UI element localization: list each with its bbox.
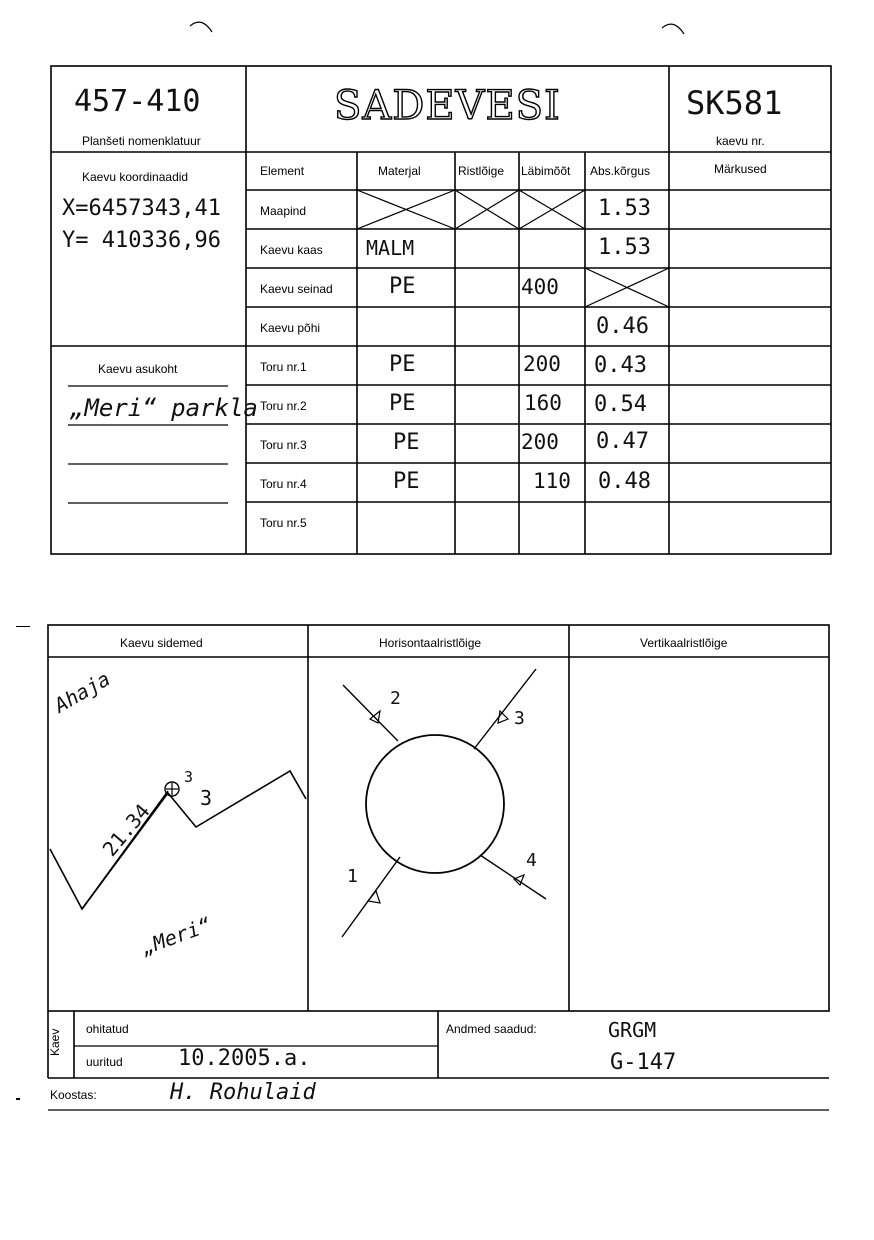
row-element: Toru nr.1 <box>260 360 307 374</box>
author-value: H. Rohulaid <box>170 1080 316 1105</box>
row-element: Toru nr.5 <box>260 516 307 530</box>
data-source-value-1: GRGM <box>608 1018 657 1042</box>
distance-label: 21.34 <box>97 799 155 861</box>
row-abs-height: 0.47 <box>596 429 649 454</box>
header-cross-section: Ristlõige <box>458 164 505 178</box>
header-abs-height: Abs.kõrgus <box>590 164 651 178</box>
nomenclature-value: 457-410 <box>74 84 201 119</box>
row-abs-height: 0.46 <box>596 314 649 339</box>
row-element: Kaevu põhi <box>260 321 321 335</box>
ties-sketch <box>48 657 308 1007</box>
coordinates-label: Kaevu koordinaadid <box>82 170 189 184</box>
header-notes: Märkused <box>714 162 767 176</box>
well-side-label: Kaev <box>48 1028 62 1056</box>
location-label: Kaevu asukoht <box>98 362 178 376</box>
scan-dash-mark <box>16 626 30 627</box>
author-label: Koostas: <box>50 1088 97 1102</box>
row-material: PE <box>393 469 420 494</box>
measured-value: 10.2005.a. <box>178 1046 311 1071</box>
row-abs-height: 0.54 <box>594 392 647 417</box>
pipe-label-4: 4 <box>526 850 537 871</box>
row-element: Kaevu seinad <box>260 282 333 296</box>
row-abs-height: 0.48 <box>598 469 651 494</box>
row-material: PE <box>389 391 416 416</box>
well-ref-label: 3 <box>184 768 194 786</box>
row-element: Toru nr.4 <box>260 477 307 491</box>
row-element: Maapind <box>260 204 307 218</box>
data-source-value-2: G-147 <box>610 1050 677 1075</box>
row-element: Toru nr.3 <box>260 438 307 452</box>
header-material: Materjal <box>378 164 421 178</box>
row-diameter: 110 <box>533 469 571 493</box>
horizontal-cross-section-sketch <box>308 657 568 1007</box>
well-ref-label-2: 3 <box>200 786 213 810</box>
row-diameter: 400 <box>521 275 559 299</box>
pipe-label-2: 2 <box>390 688 401 709</box>
well-number-label: kaevu nr. <box>716 134 765 148</box>
row-abs-height: 1.53 <box>598 196 651 221</box>
location-value: „Meri“ parkla <box>70 394 258 422</box>
nomenclature-label: Planšeti nomenklatuur <box>82 134 201 148</box>
row-diameter: 160 <box>524 391 562 415</box>
row-element: Toru nr.2 <box>260 399 307 413</box>
row-element: Kaevu kaas <box>260 243 323 257</box>
scan-dot-mark <box>16 1098 20 1100</box>
form-title: SADEVESI <box>334 83 561 129</box>
coordinate-x: X=6457343,41 <box>62 196 221 221</box>
data-source-label: Andmed saadud: <box>446 1022 537 1036</box>
checked-label: ohitatud <box>86 1022 129 1036</box>
header-diameter: Läbimõõt <box>521 164 571 178</box>
coordinate-y: Y= 410336,96 <box>62 228 221 253</box>
pipe-label-1: 1 <box>347 866 358 887</box>
row-diameter: 200 <box>521 430 559 454</box>
row-diameter: 200 <box>523 352 561 376</box>
vertical-section-title: Vertikaalristlõige <box>640 636 728 650</box>
header-element: Element <box>260 164 305 178</box>
well-number-value: SK581 <box>686 84 783 122</box>
ties-section-title: Kaevu sidemed <box>120 636 203 650</box>
row-material: MALM <box>366 236 415 260</box>
measured-label: uuritud <box>86 1055 123 1069</box>
horizontal-section-title: Horisontaalristlõige <box>379 636 482 650</box>
row-material: PE <box>393 430 420 455</box>
row-material: PE <box>389 274 416 299</box>
row-abs-height: 1.53 <box>598 235 651 260</box>
pipe-label-3: 3 <box>514 708 525 729</box>
row-material: PE <box>389 352 416 377</box>
street-label: Ahaja <box>50 666 115 718</box>
row-abs-height: 0.43 <box>594 353 647 378</box>
sea-label: „Meri“ <box>138 912 215 960</box>
